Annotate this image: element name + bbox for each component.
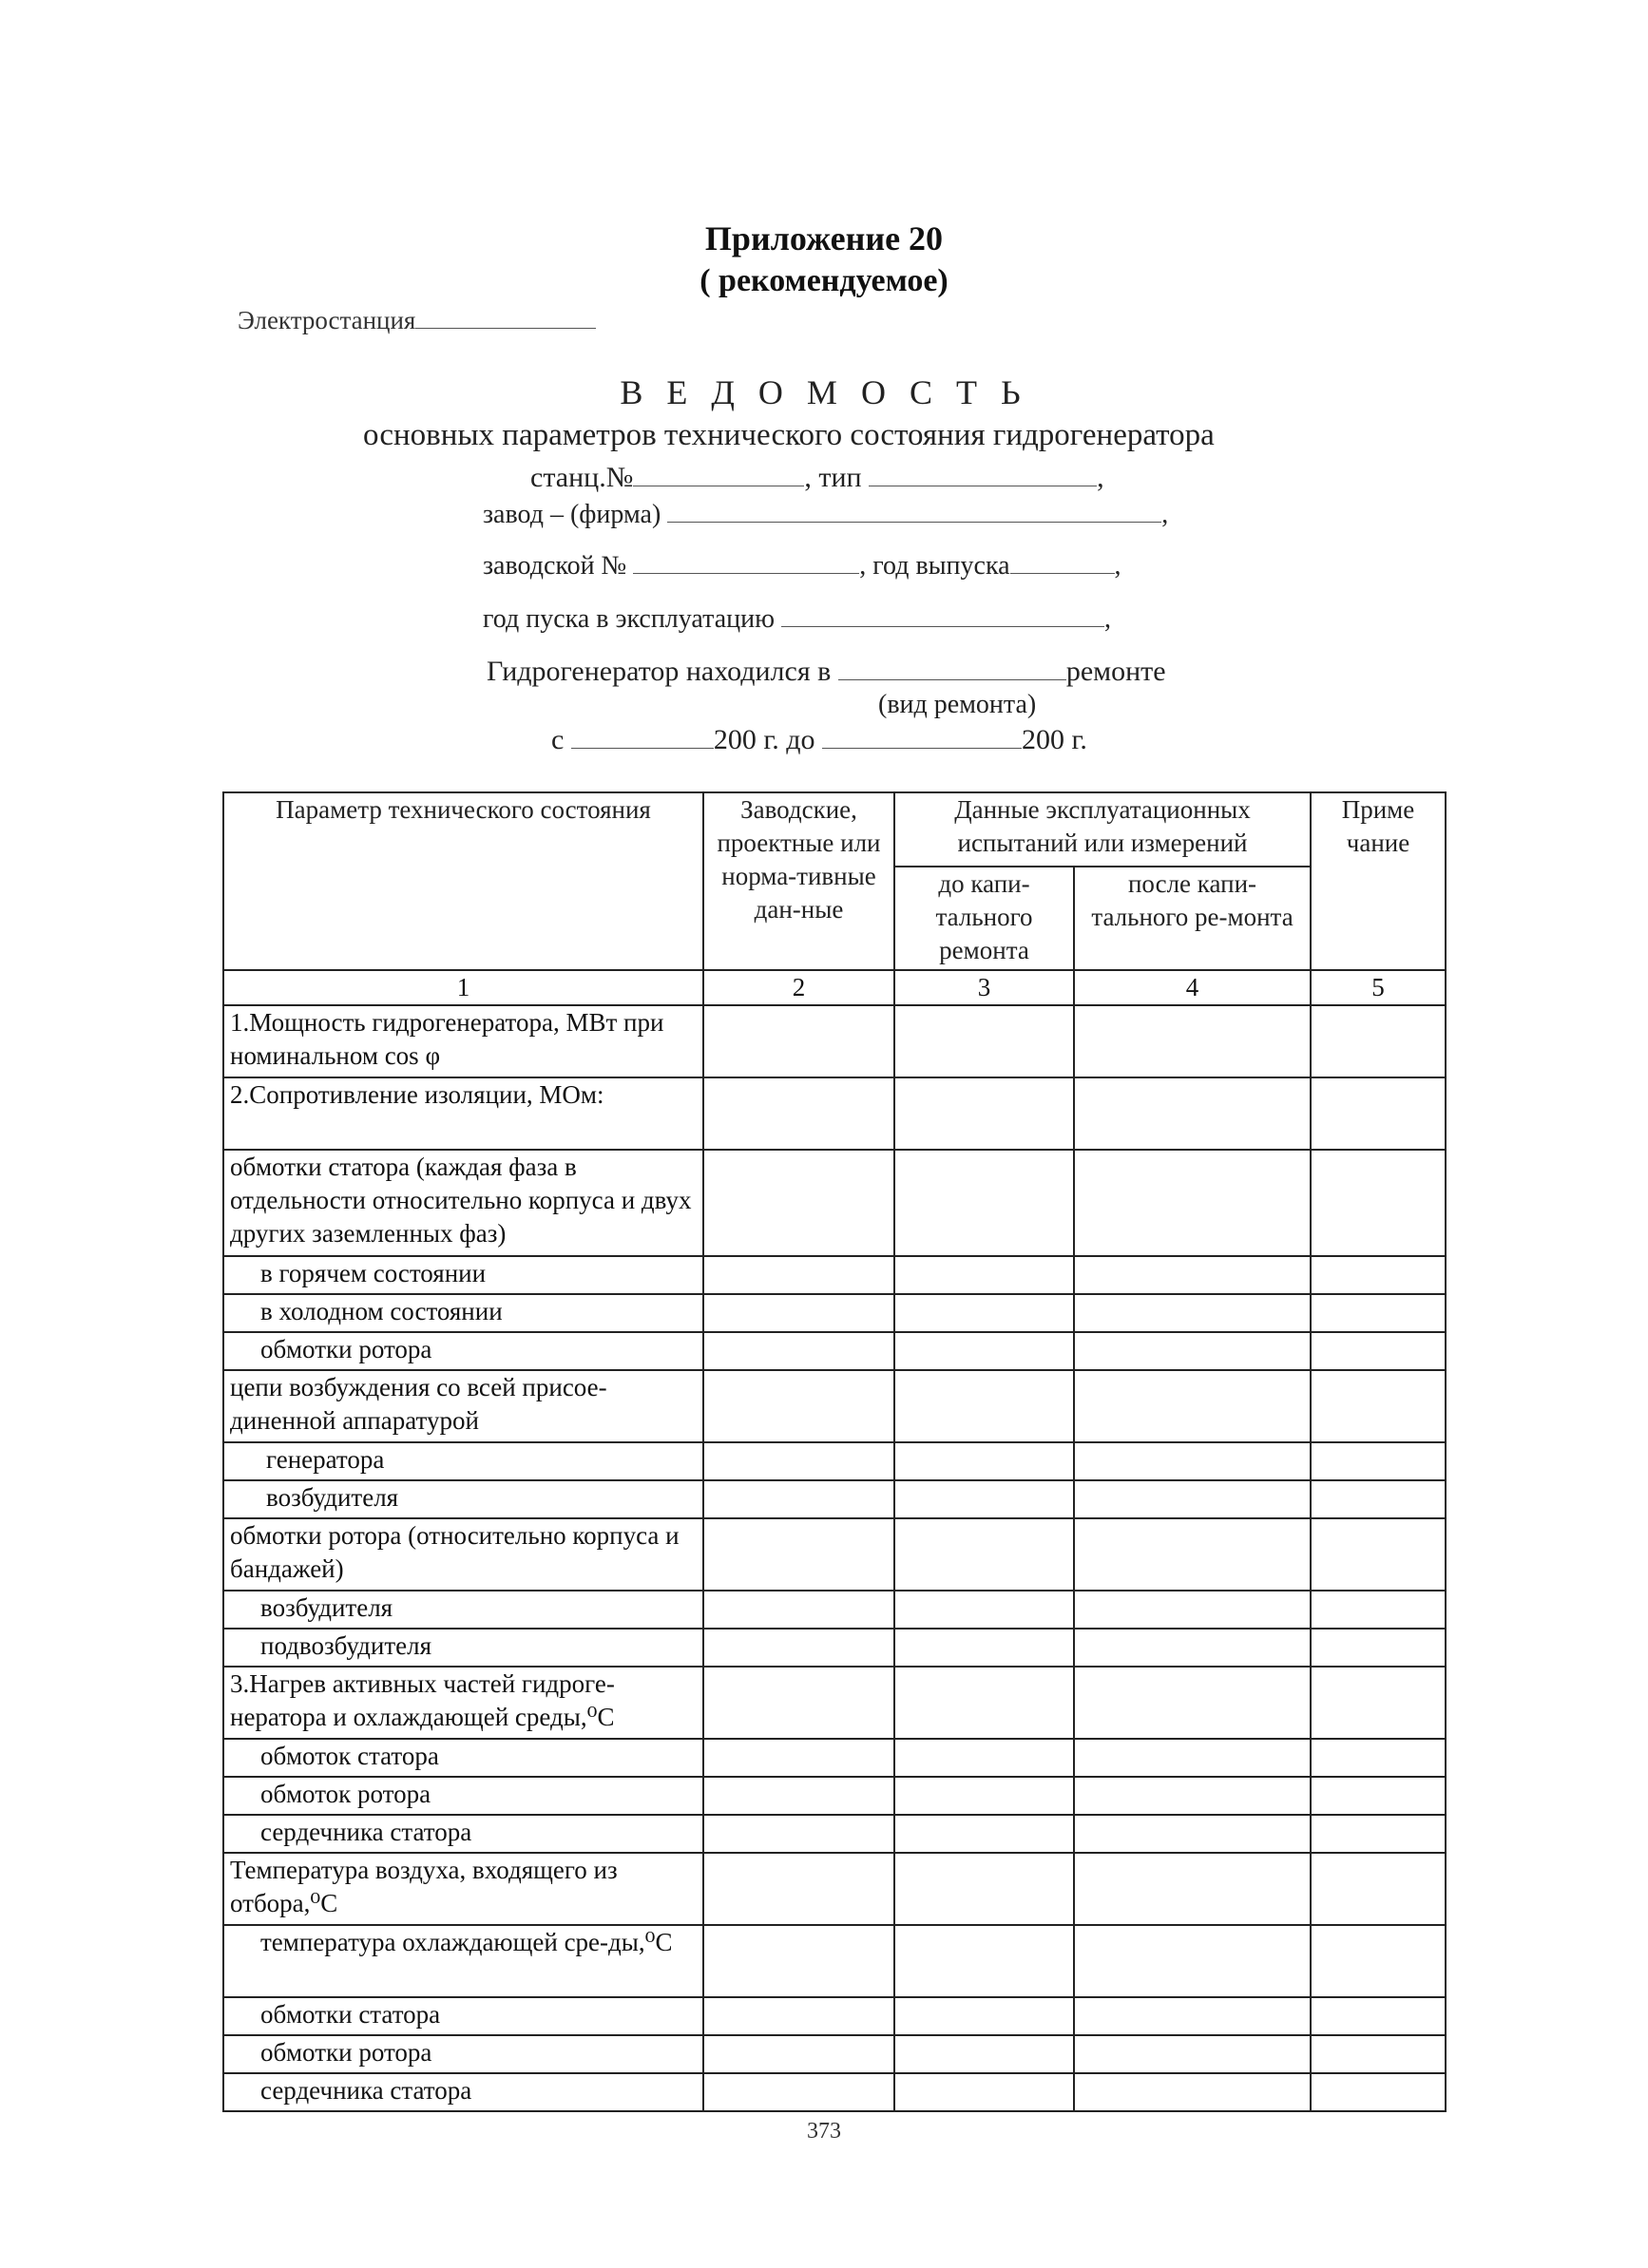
commissioning-end: , xyxy=(1104,604,1112,634)
table-row xyxy=(223,1370,1446,1442)
parameter-cell: Температура воздуха, входящего из отбора,⁰С xyxy=(223,1853,703,1925)
column-number: 5 xyxy=(1311,970,1446,1005)
manufacturer-line xyxy=(483,500,1168,530)
parameter-cell: подвозбудителя xyxy=(223,1629,703,1667)
table-row xyxy=(223,1739,1446,1777)
parameter-cell: возбудителя xyxy=(223,1480,703,1518)
value-cell[interactable] xyxy=(703,1997,894,2035)
value-cell[interactable] xyxy=(1074,1370,1311,1442)
value-cell[interactable] xyxy=(894,1370,1074,1442)
appendix-subtitle: ( рекомендуемое) xyxy=(699,263,949,298)
document-subtitle: основных параметров технического состояния гидрогенератора xyxy=(363,418,1215,452)
table-row xyxy=(223,1518,1446,1591)
value-cell[interactable] xyxy=(894,1480,1074,1518)
table-row xyxy=(223,1256,1446,1294)
type-label: , тип xyxy=(804,462,862,493)
value-cell[interactable] xyxy=(1311,1815,1446,1853)
parameter-cell: сердечника статора xyxy=(223,2073,703,2111)
value-cell[interactable] xyxy=(1074,1667,1311,1739)
station-number-line xyxy=(530,462,1104,494)
value-cell[interactable] xyxy=(1074,1591,1311,1629)
parameters-table xyxy=(222,791,1447,2112)
value-cell[interactable] xyxy=(894,1518,1074,1591)
value-cell[interactable] xyxy=(1311,1518,1446,1591)
table-row xyxy=(223,1667,1446,1739)
table-row xyxy=(223,1815,1446,1853)
manufacturer-end: , xyxy=(1161,500,1169,529)
value-cell[interactable] xyxy=(1311,1777,1446,1815)
parameter-cell: температура охлаждающей сре-ды,⁰С xyxy=(223,1925,703,1997)
to-year: 200 г. xyxy=(1022,724,1087,755)
header-operational: Данные эксплуатационных испытаний или измерений xyxy=(894,792,1311,867)
manufacturer-label: завод – (фирма) xyxy=(483,500,661,529)
value-cell[interactable] xyxy=(703,1370,894,1442)
parameter-cell: 2.Сопротивление изоляции, МОм: xyxy=(223,1077,703,1150)
parameter-cell: обмотки ротора (относительно корпуса и бандажей) xyxy=(223,1518,703,1591)
value-cell[interactable] xyxy=(894,1815,1074,1853)
appendix-title: Приложение 20 xyxy=(704,219,944,257)
station-label: Электростанция xyxy=(238,306,416,334)
repair-type-note: (вид ремонта) xyxy=(878,690,1037,719)
header-row xyxy=(223,792,1446,867)
value-cell[interactable] xyxy=(1074,1815,1311,1853)
value-cell[interactable] xyxy=(1311,1332,1446,1370)
value-cell[interactable] xyxy=(1311,1667,1446,1739)
column-number: 2 xyxy=(703,970,894,1005)
serial-blank[interactable] xyxy=(633,573,859,574)
year-end: , xyxy=(1114,551,1121,581)
parameter-cell: 3.Нагрев активных частей гидроге-нератора и охлаждающей среды,⁰С xyxy=(223,1667,703,1739)
table-row xyxy=(223,1294,1446,1332)
value-cell[interactable] xyxy=(1311,1480,1446,1518)
type-end: , xyxy=(1097,462,1104,493)
value-cell[interactable] xyxy=(703,1480,894,1518)
value-cell[interactable] xyxy=(703,1442,894,1480)
value-cell[interactable] xyxy=(1311,1591,1446,1629)
value-cell[interactable] xyxy=(894,1077,1074,1150)
value-cell[interactable] xyxy=(894,1739,1074,1777)
station-line xyxy=(238,306,596,335)
from-year: 200 г. до xyxy=(713,724,815,755)
header-factory: Заводские, проектные или норма-тивные дан-ные xyxy=(703,792,894,970)
value-cell[interactable] xyxy=(703,1077,894,1150)
value-cell[interactable] xyxy=(1311,2073,1446,2111)
repair-line xyxy=(487,656,1166,688)
value-cell[interactable] xyxy=(894,1667,1074,1739)
value-cell[interactable] xyxy=(1074,1629,1311,1667)
value-cell[interactable] xyxy=(703,1150,894,1256)
column-number: 4 xyxy=(1074,970,1311,1005)
parameter-cell: цепи возбуждения со всей присое-диненной аппаратурой xyxy=(223,1370,703,1442)
value-cell[interactable] xyxy=(1074,1332,1311,1370)
value-cell[interactable] xyxy=(1074,2073,1311,2111)
value-cell[interactable] xyxy=(703,1294,894,1332)
value-cell[interactable] xyxy=(703,1739,894,1777)
value-cell[interactable] xyxy=(1074,1518,1311,1591)
parameter-cell: сердечника статора xyxy=(223,1815,703,1853)
value-cell[interactable] xyxy=(1074,1005,1311,1077)
commissioning-blank[interactable] xyxy=(781,626,1104,627)
table-row xyxy=(223,1077,1446,1150)
column-number: 3 xyxy=(894,970,1074,1005)
value-cell[interactable] xyxy=(1311,1853,1446,1925)
value-cell[interactable] xyxy=(1311,1925,1446,1997)
value-cell[interactable] xyxy=(894,2073,1074,2111)
value-cell[interactable] xyxy=(894,1925,1074,1997)
value-cell[interactable] xyxy=(703,1925,894,1997)
value-cell[interactable] xyxy=(1074,1739,1311,1777)
value-cell[interactable] xyxy=(703,1853,894,1925)
from-date-blank[interactable] xyxy=(571,748,714,749)
station-number-label: станц.№ xyxy=(530,462,634,493)
value-cell[interactable] xyxy=(1074,1853,1311,1925)
value-cell[interactable] xyxy=(1074,1997,1311,2035)
document-title: В Е Д О М О С Т Ь xyxy=(620,373,1028,411)
station-blank[interactable] xyxy=(415,328,596,329)
value-cell[interactable] xyxy=(703,2035,894,2073)
table-row xyxy=(223,1853,1446,1925)
parameter-cell: генератора xyxy=(223,1442,703,1480)
repair-suffix: ремонте xyxy=(1065,656,1166,687)
table-row xyxy=(223,1591,1446,1629)
header-parameter: Параметр технического состояния xyxy=(223,792,703,970)
table-row xyxy=(223,1925,1446,1997)
value-cell[interactable] xyxy=(703,1667,894,1739)
value-cell[interactable] xyxy=(894,2035,1074,2073)
value-cell[interactable] xyxy=(703,2073,894,2111)
value-cell[interactable] xyxy=(1074,1077,1311,1150)
repair-type-blank[interactable] xyxy=(838,679,1066,680)
parameter-cell: 1.Мощность гидрогенератора, МВт при номинальном cos φ xyxy=(223,1005,703,1077)
value-cell[interactable] xyxy=(894,1256,1074,1294)
value-cell[interactable] xyxy=(894,1629,1074,1667)
value-cell[interactable] xyxy=(703,1005,894,1077)
value-cell[interactable] xyxy=(1311,1150,1446,1256)
page-number: 373 xyxy=(807,2119,841,2144)
value-cell[interactable] xyxy=(1311,1005,1446,1077)
value-cell[interactable] xyxy=(1311,1997,1446,2035)
value-cell[interactable] xyxy=(703,1815,894,1853)
parameter-cell: в горячем состоянии xyxy=(223,1256,703,1294)
to-date-blank[interactable] xyxy=(822,748,1022,749)
value-cell[interactable] xyxy=(1074,1150,1311,1256)
table-row xyxy=(223,1777,1446,1815)
value-cell[interactable] xyxy=(703,1332,894,1370)
value-cell[interactable] xyxy=(703,1777,894,1815)
parameter-cell: обмотки статора (каждая фаза в отдельности относительно корпуса и двух других заземленных фаз) xyxy=(223,1150,703,1256)
table-row xyxy=(223,1150,1446,1256)
value-cell[interactable] xyxy=(894,1853,1074,1925)
value-cell[interactable] xyxy=(1074,1442,1311,1480)
from-label: с xyxy=(551,724,565,755)
header-after-repair: после капи-тального ре-монта xyxy=(1074,867,1311,970)
table-row xyxy=(223,2073,1446,2111)
value-cell[interactable] xyxy=(1311,1629,1446,1667)
value-cell[interactable] xyxy=(1074,2035,1311,2073)
parameter-cell: возбудителя xyxy=(223,1591,703,1629)
table-row xyxy=(223,1480,1446,1518)
value-cell[interactable] xyxy=(1311,1077,1446,1150)
value-cell[interactable] xyxy=(1074,1480,1311,1518)
table-row xyxy=(223,1997,1446,2035)
column-number: 1 xyxy=(223,970,703,1005)
table-row xyxy=(223,1332,1446,1370)
manufacturer-blank[interactable] xyxy=(667,522,1161,523)
table-row xyxy=(223,1005,1446,1077)
value-cell[interactable] xyxy=(1311,1370,1446,1442)
commissioning-line xyxy=(483,604,1111,635)
column-numbers-row xyxy=(223,970,1446,1005)
commissioning-label: год пуска в эксплуатацию xyxy=(483,604,776,634)
repair-prefix: Гидрогенератор находился в xyxy=(487,656,832,687)
date-range-line xyxy=(551,724,1087,756)
value-cell[interactable] xyxy=(1074,1925,1311,1997)
parameter-cell: в холодном состоянии xyxy=(223,1294,703,1332)
value-cell[interactable] xyxy=(894,1332,1074,1370)
value-cell[interactable] xyxy=(703,1629,894,1667)
value-cell[interactable] xyxy=(703,1256,894,1294)
value-cell[interactable] xyxy=(1311,1442,1446,1480)
parameter-cell: обмоток ротора xyxy=(223,1777,703,1815)
value-cell[interactable] xyxy=(1311,1294,1446,1332)
year-blank[interactable] xyxy=(1010,573,1115,574)
header-before-repair: до капи-тального ремонта xyxy=(894,867,1074,970)
header-note: Приме чание xyxy=(1311,792,1446,970)
value-cell[interactable] xyxy=(894,1294,1074,1332)
year-label: , год выпуска xyxy=(859,551,1010,581)
parameter-cell: обмотки ротора xyxy=(223,1332,703,1370)
value-cell[interactable] xyxy=(894,1591,1074,1629)
value-cell[interactable] xyxy=(1074,1256,1311,1294)
value-cell[interactable] xyxy=(1311,1256,1446,1294)
value-cell[interactable] xyxy=(894,1777,1074,1815)
value-cell[interactable] xyxy=(1074,1294,1311,1332)
table-row xyxy=(223,1629,1446,1667)
value-cell[interactable] xyxy=(703,1518,894,1591)
value-cell[interactable] xyxy=(703,1591,894,1629)
table-row xyxy=(223,1442,1446,1480)
parameter-cell: обмотки статора xyxy=(223,1997,703,2035)
value-cell[interactable] xyxy=(894,1005,1074,1077)
parameter-cell: обмоток статора xyxy=(223,1739,703,1777)
serial-line xyxy=(483,551,1121,581)
value-cell[interactable] xyxy=(1311,2035,1446,2073)
value-cell[interactable] xyxy=(1311,1739,1446,1777)
value-cell[interactable] xyxy=(894,1997,1074,2035)
table-row xyxy=(223,2035,1446,2073)
parameter-cell: обмотки ротора xyxy=(223,2035,703,2073)
value-cell[interactable] xyxy=(1074,1777,1311,1815)
value-cell[interactable] xyxy=(894,1150,1074,1256)
value-cell[interactable] xyxy=(894,1442,1074,1480)
serial-label: заводской № xyxy=(483,551,627,581)
